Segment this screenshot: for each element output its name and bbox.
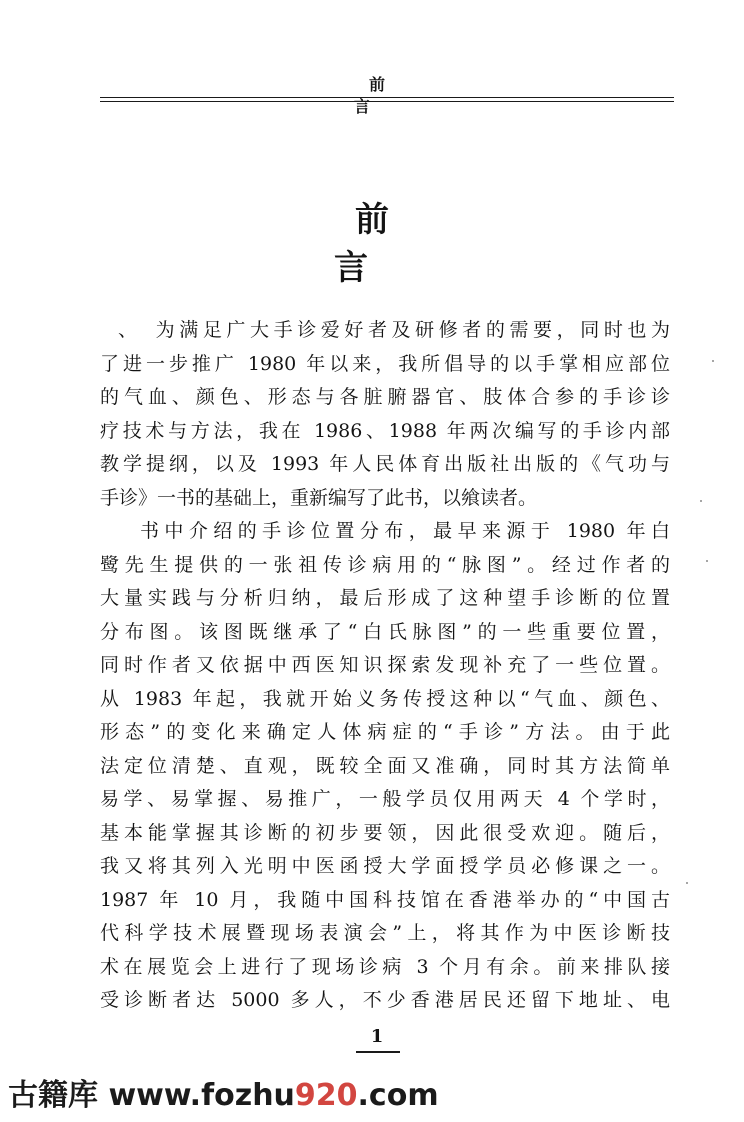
scan-speck	[686, 882, 688, 884]
header-rule-bottom	[100, 101, 674, 102]
text-line: 、 为满足广大手诊爱好者及研修者的需要，同时也为	[118, 319, 670, 341]
text-line: 易学、易掌握、易推广，一般学员仅用两天 4 个学时，	[100, 788, 670, 810]
text-line: 疗技术与方法，我在 1986、1988 年两次编写的手诊内部	[100, 419, 670, 442]
scan-speck	[706, 560, 708, 562]
watermark-part-suffix: .com	[357, 1078, 439, 1113]
text-line: 法定位清楚、直观，既较全面又准确，同时其方法简单	[100, 754, 670, 777]
text-line: 术在展览会上进行了现场诊病 3 个月有余。前来排队接	[100, 955, 670, 978]
text-line: 代科学技术展暨现场表演会”上，将其作为中医诊断技	[100, 922, 670, 944]
text-line: 的气血、颜色、形态与各脏腑器官、肢体合参的手诊诊	[100, 386, 670, 408]
header-rule-top	[100, 97, 674, 98]
text-line: 同时作者又依据中西医知识探索发现补充了一些位置。	[100, 654, 670, 676]
text-line: 教学提纲，以及 1993 年人民体育出版社出版的《气功与	[100, 453, 670, 475]
text-line: 鹭先生提供的一张祖传诊病用的“脉图”。经过作者的	[100, 553, 670, 576]
text-line: 书中介绍的手诊位置分布，最早来源于 1980 年白	[140, 520, 670, 542]
body-text	[100, 314, 670, 1018]
watermark-text	[8, 1074, 439, 1118]
text-line: 了进一步推广 1980 年以来，我所倡导的以手掌相应部位	[100, 352, 670, 375]
text-line: 基本能掌握其诊断的初步要领，因此很受欢迎。随后，	[100, 821, 670, 844]
text-line: 分布图。该图既继承了“白氏脉图”的一些重要位置，	[100, 620, 670, 643]
text-line: 手诊》一书的基础上，重新编写了此书，以飨读者。	[100, 486, 538, 509]
watermark-part-prefix: 古籍库 www.fozhu	[8, 1078, 295, 1113]
page-number-rule	[356, 1051, 400, 1053]
running-header-title: 前 言	[353, 75, 415, 116]
chapter-title: 前 言	[334, 200, 431, 288]
text-line: 1987 年 10 月，我随中国科技馆在香港举办的“中国古	[100, 888, 670, 911]
page-number: 1	[370, 1026, 384, 1047]
text-line: 大量实践与分析归纳，最后形成了这种望手诊断的位置	[100, 587, 670, 609]
scan-speck	[700, 500, 702, 502]
text-line: 从 1983 年起，我就开始义务传授这种以“气血、颜色、	[100, 687, 670, 710]
watermark-part-number: 920	[294, 1078, 358, 1113]
text-line: 我又将其列入光明中医函授大学面授学员必修课之一。	[100, 855, 670, 877]
text-line: 受诊断者达 5000 多人，不少香港居民还留下地址、电	[100, 989, 670, 1011]
text-line: 形态”的变化来确定人体病症的“手诊”方法。由于此	[100, 721, 670, 743]
scan-speck	[712, 360, 714, 362]
